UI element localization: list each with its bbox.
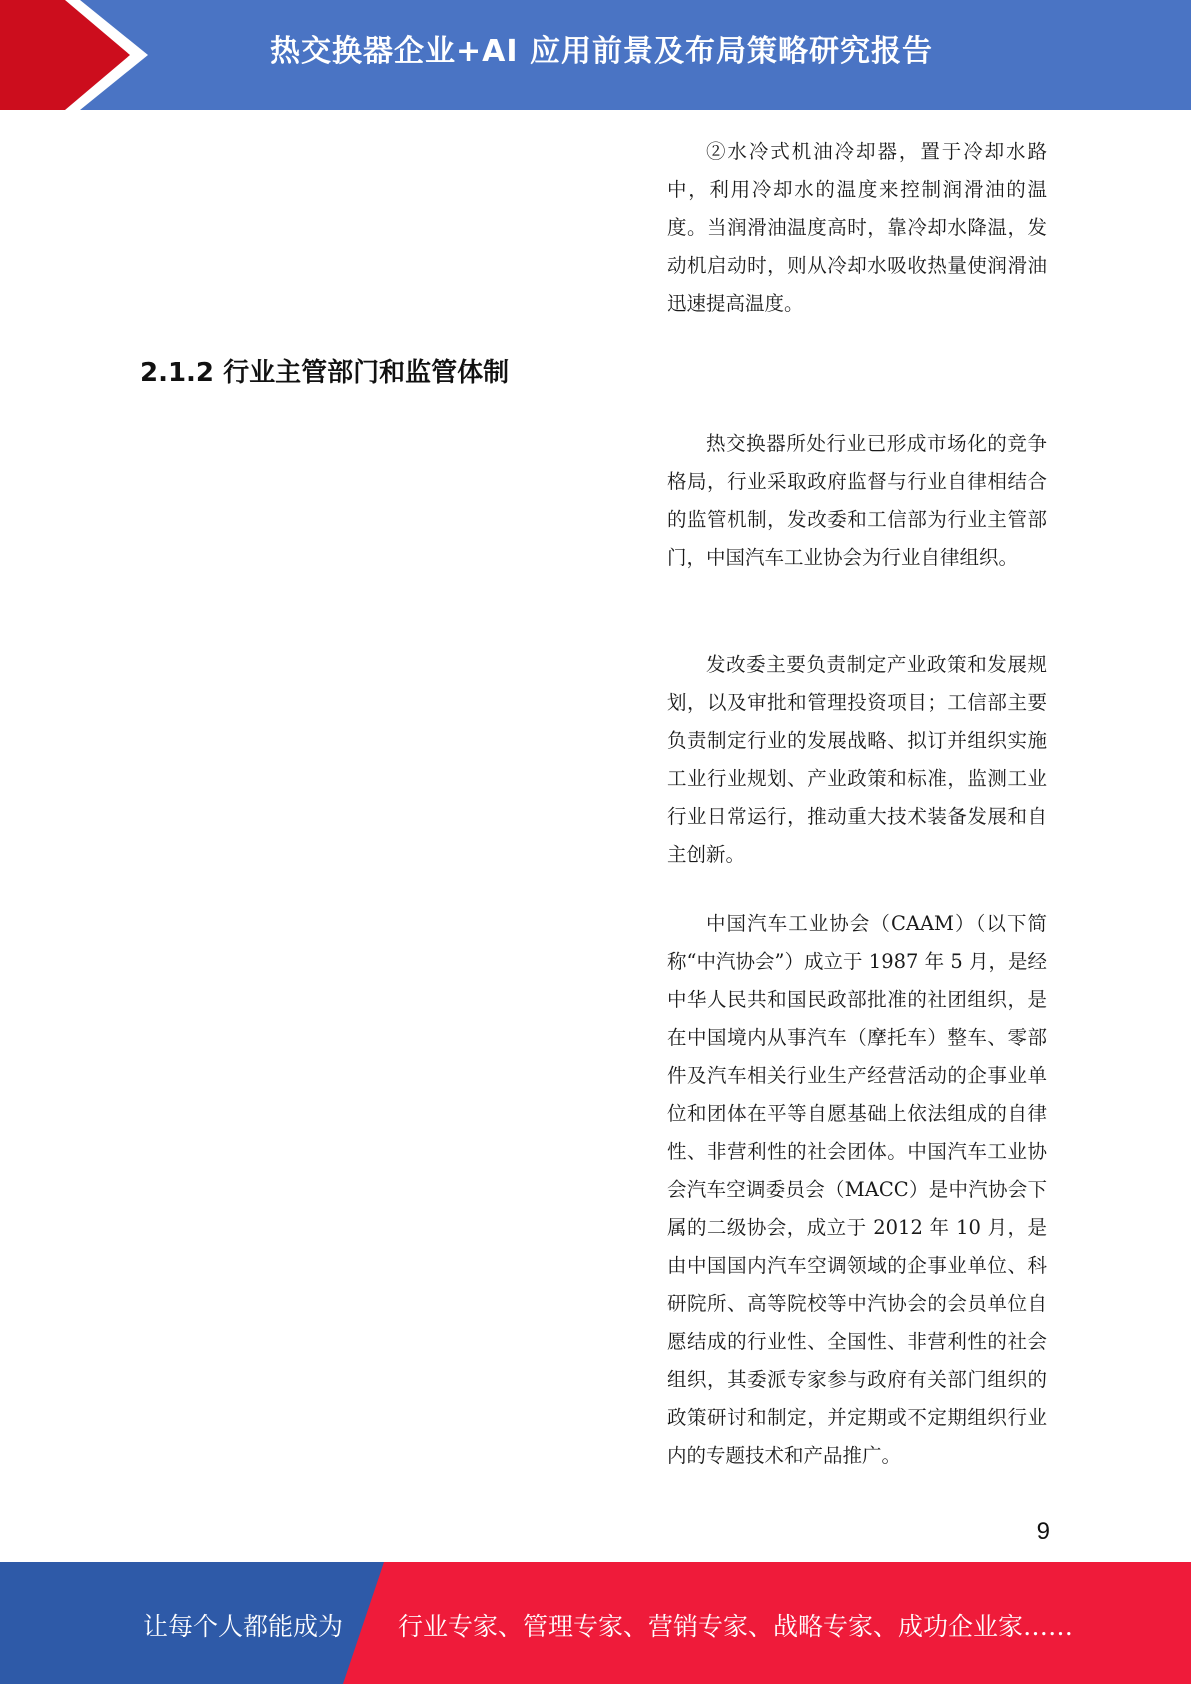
- paragraph-industry-regulation: 热交换器所处行业已形成市场化的竞争格局，行业采取政府监督与行业自律相结合的监管机制，发改委和工信部为行业主管部门，中国汽车工业协会为行业自律组织。: [667, 432, 1047, 569]
- page-footer: [0, 1562, 1191, 1684]
- paragraph-caam-macc: 中国汽车工业协会（CAAM）（以下简称“中汽协会”）成立于 1987 年 5 月，是经中华人民共和国民政部批准的社团组织，是在中国境内从事汽车（摩托车）整车、零部件及汽车相关行业生产经营活动的企事业单位和团体在平等自愿基础上依法组成的自律性、非营利性的社会团体。中国汽车工业协会汽车空调委员会（MACC）是中汽协会下属的二级协会，成立于 2012 年 10 月，是由中国国内汽车空调领域的企事业单位、科研院所、高等院校等中汽协会的会员单位自愿结成的行业性、全国性、非营利性的社会组织，其委派专家参与政府有关部门组织的政策研讨和制定，并定期或不定期组织行业内的专题技术和产品推广。: [667, 912, 1047, 1467]
- report-title: 热交换器企业+AI 应用前景及布局策略研究报告: [270, 34, 933, 69]
- header-chevron-decoration: [0, 0, 160, 110]
- page-header: [0, 0, 1191, 110]
- section-heading: 2.1.2 行业主管部门和监管体制: [140, 358, 510, 388]
- page-number: 9: [1036, 1518, 1050, 1545]
- footer-slogan-left: 让每个人都能成为: [143, 1612, 344, 1641]
- paragraph-ndrc-miit-duties: 发改委主要负责制定产业政策和发展规划，以及审批和管理投资项目；工信部主要负责制定行业的发展战略、拟订并组织实施工业行业规划、产业政策和标准，监测工业行业日常运行，推动重大技术装备发展和自主创新。: [667, 653, 1047, 866]
- header-red-arrow: [0, 0, 130, 110]
- paragraph-water-cooled-oil-cooler: ②水冷式机油冷却器，置于冷却水路中，利用冷却水的温度来控制润滑油的温度。当润滑油温度高时，靠冷却水降温，发动机启动时，则从冷却水吸收热量使润滑油迅速提高温度。: [667, 140, 1047, 315]
- footer-slogan-right: 行业专家、管理专家、营销专家、战略专家、成功企业家……: [398, 1612, 1074, 1641]
